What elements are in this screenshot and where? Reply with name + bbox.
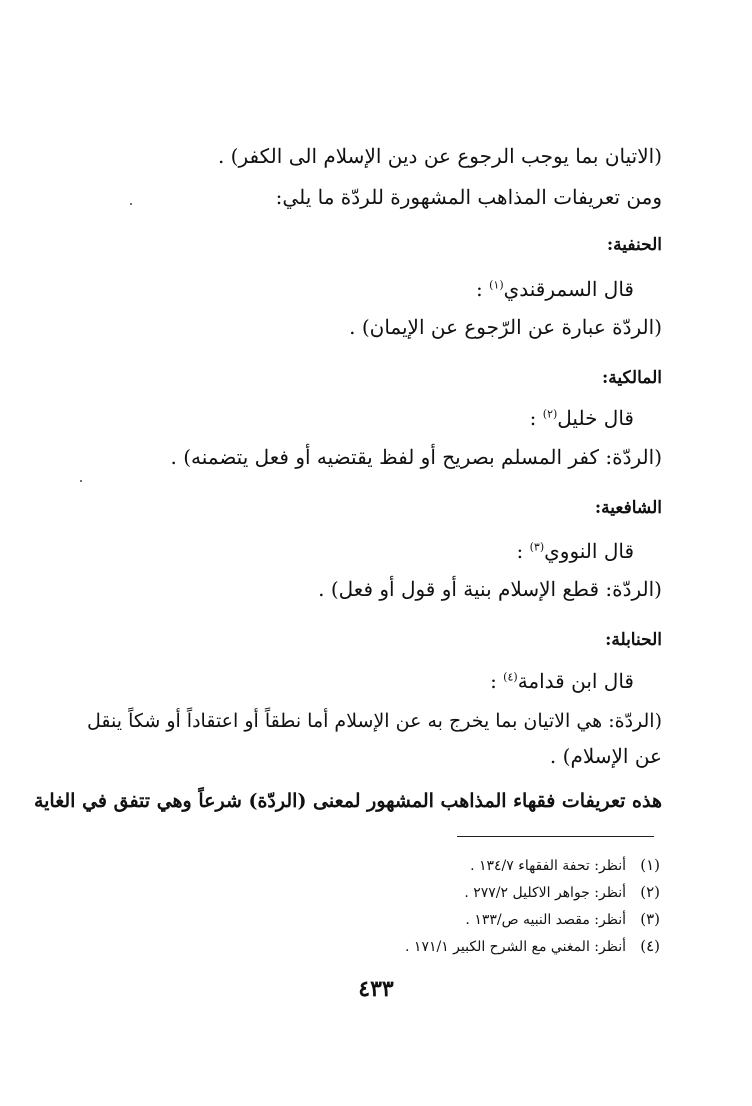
speaker-name: قال السمرقندي (503, 277, 634, 301)
colon: : (475, 277, 483, 301)
heading-hanafi: الحنفية: (606, 235, 662, 255)
speaker-name: قال النووي (544, 539, 634, 563)
colon: : (516, 539, 524, 563)
footnote-1 (470, 855, 660, 876)
footnote-ref-1: (١) (489, 278, 504, 292)
footnote-4 (405, 936, 660, 957)
footnote-ref-3: (٣) (529, 540, 545, 554)
heading-hanbali: الحنابلة: (605, 630, 662, 650)
footnote-text: أنظر: المغني مع الشرح الكبير ١٧١/١ . (405, 939, 626, 955)
speaker-name: قال خليل (557, 406, 634, 430)
speaker-maliki (530, 404, 634, 432)
footnote-text: أنظر: تحفة الفقهاء ١٣٤/٧ . (470, 858, 626, 874)
body-line-definition: (الاتيان بما يوجب الرجوع عن دين الإسلام الى الكفر) . (217, 144, 662, 168)
speaker-name: قال ابن قدامة (517, 669, 634, 693)
speaker-hanbali (490, 667, 634, 695)
scan-speck (80, 480, 82, 482)
footnote-number: (٣) (640, 910, 660, 928)
body-line-intro: ومن تعريفات المذاهب المشهورة للردّة ما يلي: (275, 185, 662, 209)
speaker-shafii (517, 537, 635, 565)
quote-hanbali-line-1: (الردّة: هي الاتيان بما يخرج به عن الإسلام أما نطقاً أو اعتقاداً أو شكاً ينقل (87, 710, 662, 732)
footnote-number: (١) (640, 856, 660, 874)
footnote-2 (464, 882, 660, 903)
footnote-3 (465, 909, 660, 930)
heading-maliki: المالكية: (602, 368, 662, 388)
colon: : (490, 669, 497, 693)
footnote-separator (457, 836, 654, 837)
closing-paragraph: هذه تعريفات فقهاء المذاهب المشهور لمعنى (الردّة) شرعاً وهي تتفق في الغاية (33, 790, 662, 812)
speaker-hanafi (476, 275, 634, 303)
page-number: ٤٣٣ (358, 976, 394, 1002)
footnote-ref-4: (٤) (503, 670, 518, 684)
quote-shafii: (الردّة: قطع الإسلام بنية أو قول أو فعل) . (318, 577, 662, 601)
footnote-ref-2: (٢) (542, 407, 558, 421)
colon: : (529, 406, 537, 430)
footnote-text: أنظر: مقصد النبيه ص/١٣٣ . (465, 912, 626, 928)
quote-hanbali-line-2: عن الإسلام) . (549, 744, 662, 768)
footnote-text: أنظر: جواهر الاكليل ٢٧٧/٢ . (464, 885, 626, 901)
footnote-number: (٤) (640, 937, 660, 955)
quote-hanafi: (الردّة عبارة عن الرّجوع عن الإيمان) . (349, 315, 662, 339)
quote-maliki: (الردّة: كفر المسلم بصريح أو لفظ يقتضيه أو فعل يتضمنه) . (170, 445, 662, 469)
footnote-number: (٢) (640, 883, 660, 901)
scan-speck (130, 203, 132, 205)
heading-shafii: الشافعية: (594, 498, 662, 518)
